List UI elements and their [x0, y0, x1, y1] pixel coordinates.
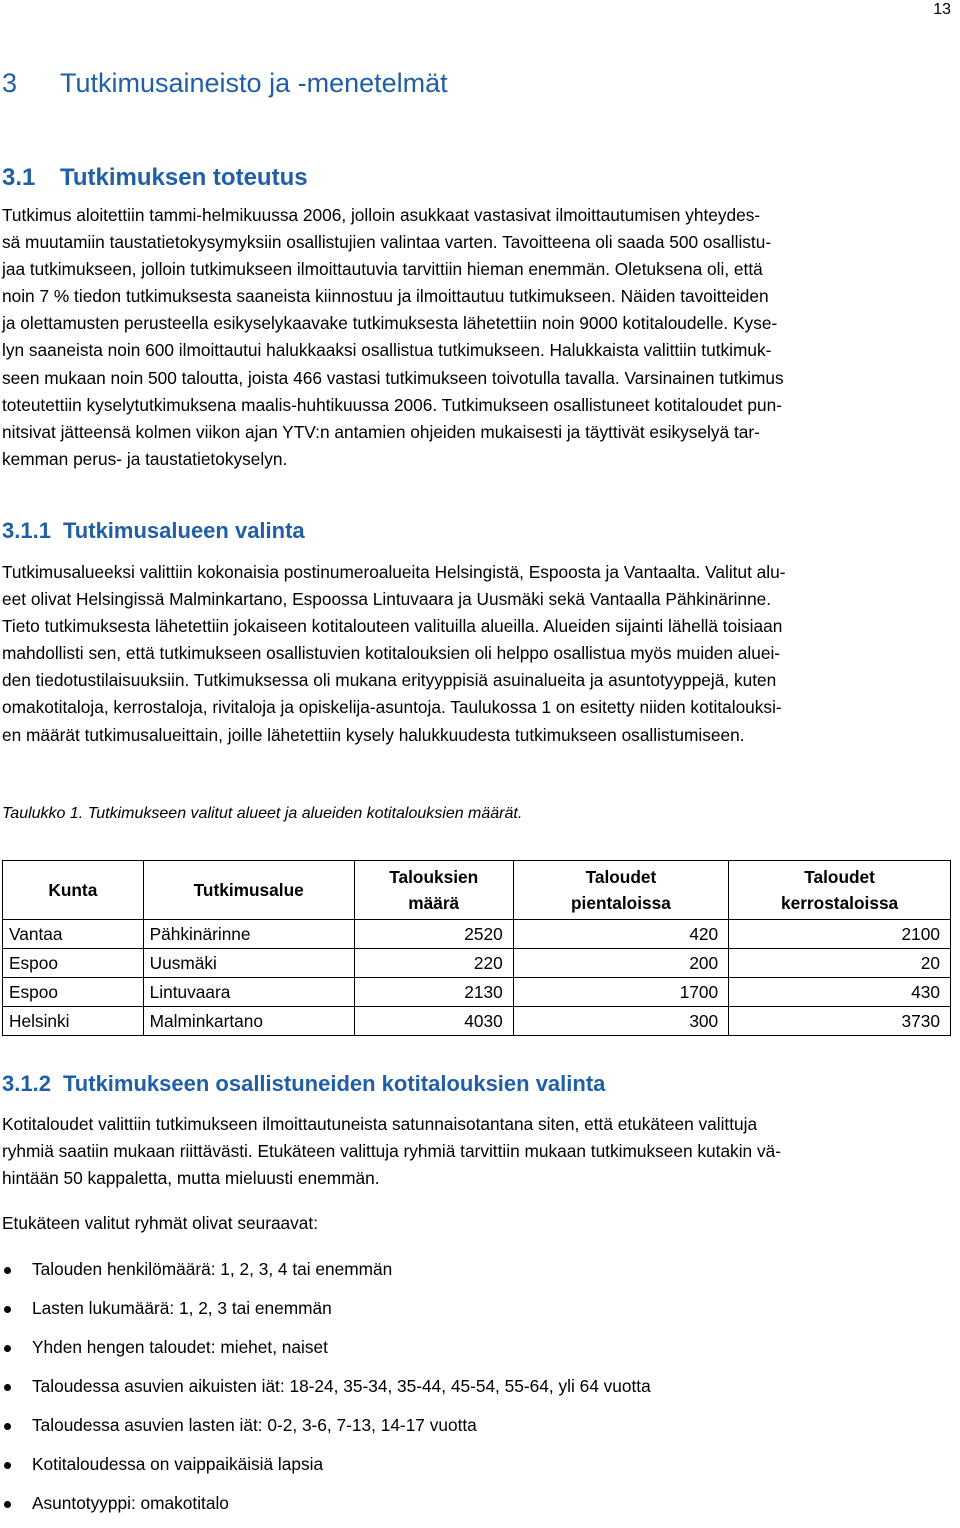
- section-heading: [2, 162, 308, 194]
- cell-pientaloissa: 300: [513, 1007, 728, 1036]
- column-header-tutkimusalue: Tutkimusalue: [143, 861, 354, 920]
- bullet-icon: [4, 1423, 11, 1430]
- page-number: 13: [933, 1, 951, 18]
- text-line: Tutkimusalueeksi valittiin kokonaisia postinumeroalueita Helsingistä, Espoosta ja Vantaalta. Valitut alu-: [2, 562, 786, 582]
- cell-kerrostaloissa: 2100: [729, 920, 951, 949]
- paragraph-tutkimusalue: [2, 559, 952, 749]
- group-list: [2, 1255, 651, 1528]
- table-row: [3, 949, 951, 978]
- column-header-pientaloissa: Taloudet pientaloissa: [513, 861, 728, 920]
- bullet-icon: [4, 1345, 11, 1352]
- list-item: Talouden henkilömäärä: 1, 2, 3, 4 tai enemmän: [2, 1255, 651, 1294]
- bullet-icon: [4, 1462, 11, 1469]
- table-row: [3, 978, 951, 1007]
- cell-talouksien-maara: 220: [354, 949, 513, 978]
- text-line: Tutkimus aloitettiin tammi-helmikuussa 2006, jolloin asukkaat vastasivat ilmoittautumisen yhteydes-: [2, 205, 761, 225]
- cell-tutkimusalue: Lintuvaara: [143, 978, 354, 1007]
- cell-kunta: Vantaa: [3, 920, 144, 949]
- paragraph-valinta: [2, 1111, 952, 1192]
- bullet-icon: [4, 1384, 11, 1391]
- cell-kunta: Espoo: [3, 949, 144, 978]
- bullet-icon: [4, 1306, 11, 1313]
- text-line: toteutettiin kyselytutkimuksena maalis-huhtikuussa 2006. Tutkimukseen osallistuneet kotitaloudet pun-: [2, 394, 783, 415]
- cell-pientaloissa: 1700: [513, 978, 728, 1007]
- column-header-talouksien-maara: Talouksien määrä: [354, 861, 513, 920]
- section-number: 3.1: [2, 164, 36, 191]
- list-item: Kotitaloudessa on vaippaikäisiä lapsia: [2, 1450, 651, 1489]
- text-line: ja olettamusten perusteella esikyselykaavake tutkimuksesta lähetettiin noin 9000 kotitaloudelle. Kyse-: [2, 313, 778, 334]
- list-item: Lasten lukumäärä: 1, 2, 3 tai enemmän: [2, 1294, 651, 1333]
- text-line: kemman perus- ja taustatietokyselyn.: [2, 448, 288, 469]
- cell-talouksien-maara: 4030: [354, 1007, 513, 1036]
- text-line: ryhmiä saatiin mukaan riittävästi. Etukäteen valittuja ryhmiä tarvittiin mukaan tutkimukseen kutakin vä-: [2, 1141, 781, 1162]
- cell-talouksien-maara: 2520: [354, 920, 513, 949]
- chapter-title: Tutkimusaineisto ja -menetelmät: [60, 68, 448, 98]
- text-line: sä muutamiin taustatietokysymyksiin osallistujien valintaa varten. Tavoitteena oli saada 500 osallistu-: [2, 232, 772, 253]
- text-line: en määrät tutkimusalueittain, joille lähetettiin kysely halukkuudesta tutkimukseen osallistumiseen.: [2, 724, 745, 745]
- cell-talouksien-maara: 2130: [354, 978, 513, 1007]
- cell-kunta: Espoo: [3, 978, 144, 1007]
- cell-tutkimusalue: Pähkinärinne: [143, 920, 354, 949]
- list-item: Taloudessa asuvien lasten iät: 0-2, 3-6, 7-13, 14-17 vuotta: [2, 1411, 651, 1450]
- cell-pientaloissa: 200: [513, 949, 728, 978]
- chapter-number: 3: [2, 68, 18, 98]
- column-header-kunta: Kunta: [3, 861, 144, 920]
- text-line: den tiedotustilaisuuksiin. Tutkimuksessa oli mukana erityyppisiä asuinalueita ja asuntotyyppejä, kuten: [2, 670, 777, 691]
- text-line: Etukäteen valitut ryhmät olivat seuraavat:: [2, 1213, 319, 1233]
- cell-tutkimusalue: Uusmäki: [143, 949, 354, 978]
- paragraph-toteutus: [2, 202, 952, 473]
- text-line: seen mukaan noin 500 taloutta, joista 466 vastasi tutkimukseen toivotulla tavalla. Varsinainen tutkimus: [2, 367, 784, 388]
- subsection-heading: [2, 1069, 605, 1099]
- text-line: omakotitaloja, kerrostaloja, rivitaloja ja opiskelija-asuntoja. Taulukossa 1 on esitetty niiden kotitalouksi-: [2, 697, 782, 718]
- cell-kerrostaloissa: 430: [729, 978, 951, 1007]
- text-line: nitsivat jätteensä kolmen viikon ajan YTV:n antamien ohjeiden mukaisesti ja täyttivät esikyselyä tar-: [2, 421, 760, 442]
- table-header-row: [3, 861, 951, 920]
- subsection-title: Tutkimukseen osallistuneiden kotitalouksien valinta: [63, 1071, 606, 1096]
- text-line: hintään 50 kappaletta, mutta mieluusti enemmän.: [2, 1168, 380, 1189]
- subsection-number: 3.1.2: [2, 1071, 51, 1096]
- text-line: Kotitaloudet valittiin tutkimukseen ilmoittautuneista satunnaisotantana siten, että etukäteen valittuja: [2, 1114, 758, 1134]
- subsection-heading: [2, 516, 305, 546]
- section-title: Tutkimuksen toteutus: [60, 164, 308, 191]
- paragraph-ryhmat-intro: [2, 1210, 952, 1237]
- list-item: Taloudessa asuvien aikuisten iät: 18-24, 35-34, 35-44, 45-54, 55-64, yli 64 vuotta: [2, 1372, 651, 1411]
- list-item: Asuntotyyppi: omakotitalo: [2, 1489, 651, 1528]
- cell-kerrostaloissa: 20: [729, 949, 951, 978]
- text-line: noin 7 % tiedon tutkimuksesta saaneista kiinnostuu ja ilmoittautuu tutkimukseen. Näiden tavoitteiden: [2, 286, 769, 307]
- list-item: Yhden hengen taloudet: miehet, naiset: [2, 1333, 651, 1372]
- table-row: [3, 1007, 951, 1036]
- text-line: mahdollisti sen, että tutkimukseen osallistuvien kotitalouksien oli helppo osallistua myös muiden aluei-: [2, 643, 781, 664]
- bullet-icon: [4, 1267, 11, 1274]
- text-line: jaa tutkimukseen, jolloin tutkimukseen ilmoittautuvia tarvittiin hieman enemmän. Oletuksena oli, että: [2, 259, 763, 280]
- chapter-heading: [2, 66, 448, 100]
- table-caption: Taulukko 1. Tutkimukseen valitut alueet ja alueiden kotitalouksien määrät.: [2, 805, 523, 822]
- cell-tutkimusalue: Malminkartano: [143, 1007, 354, 1036]
- table-row: [3, 920, 951, 949]
- cell-pientaloissa: 420: [513, 920, 728, 949]
- text-line: eet olivat Helsingissä Malminkartano, Espoossa Lintuvaara ja Uusmäki sekä Vantaalla Pähkinärinne.: [2, 589, 772, 610]
- subsection-title: Tutkimusalueen valinta: [63, 518, 305, 543]
- cell-kunta: Helsinki: [3, 1007, 144, 1036]
- text-line: lyn saaneista noin 600 ilmoittautui halukkaaksi osallistua tutkimukseen. Halukkaista valittiin tutkimuk-: [2, 340, 772, 361]
- subsection-number: 3.1.1: [2, 518, 51, 543]
- bullet-icon: [4, 1501, 11, 1508]
- households-table: [2, 860, 951, 1036]
- text-line: Tieto tutkimuksesta lähetettiin jokaiseen kotitalouteen valituilla alueilla. Alueiden sijainti lähellä toisiaan: [2, 616, 783, 637]
- cell-kerrostaloissa: 3730: [729, 1007, 951, 1036]
- column-header-kerrostaloissa: Taloudet kerrostaloissa: [729, 861, 951, 920]
